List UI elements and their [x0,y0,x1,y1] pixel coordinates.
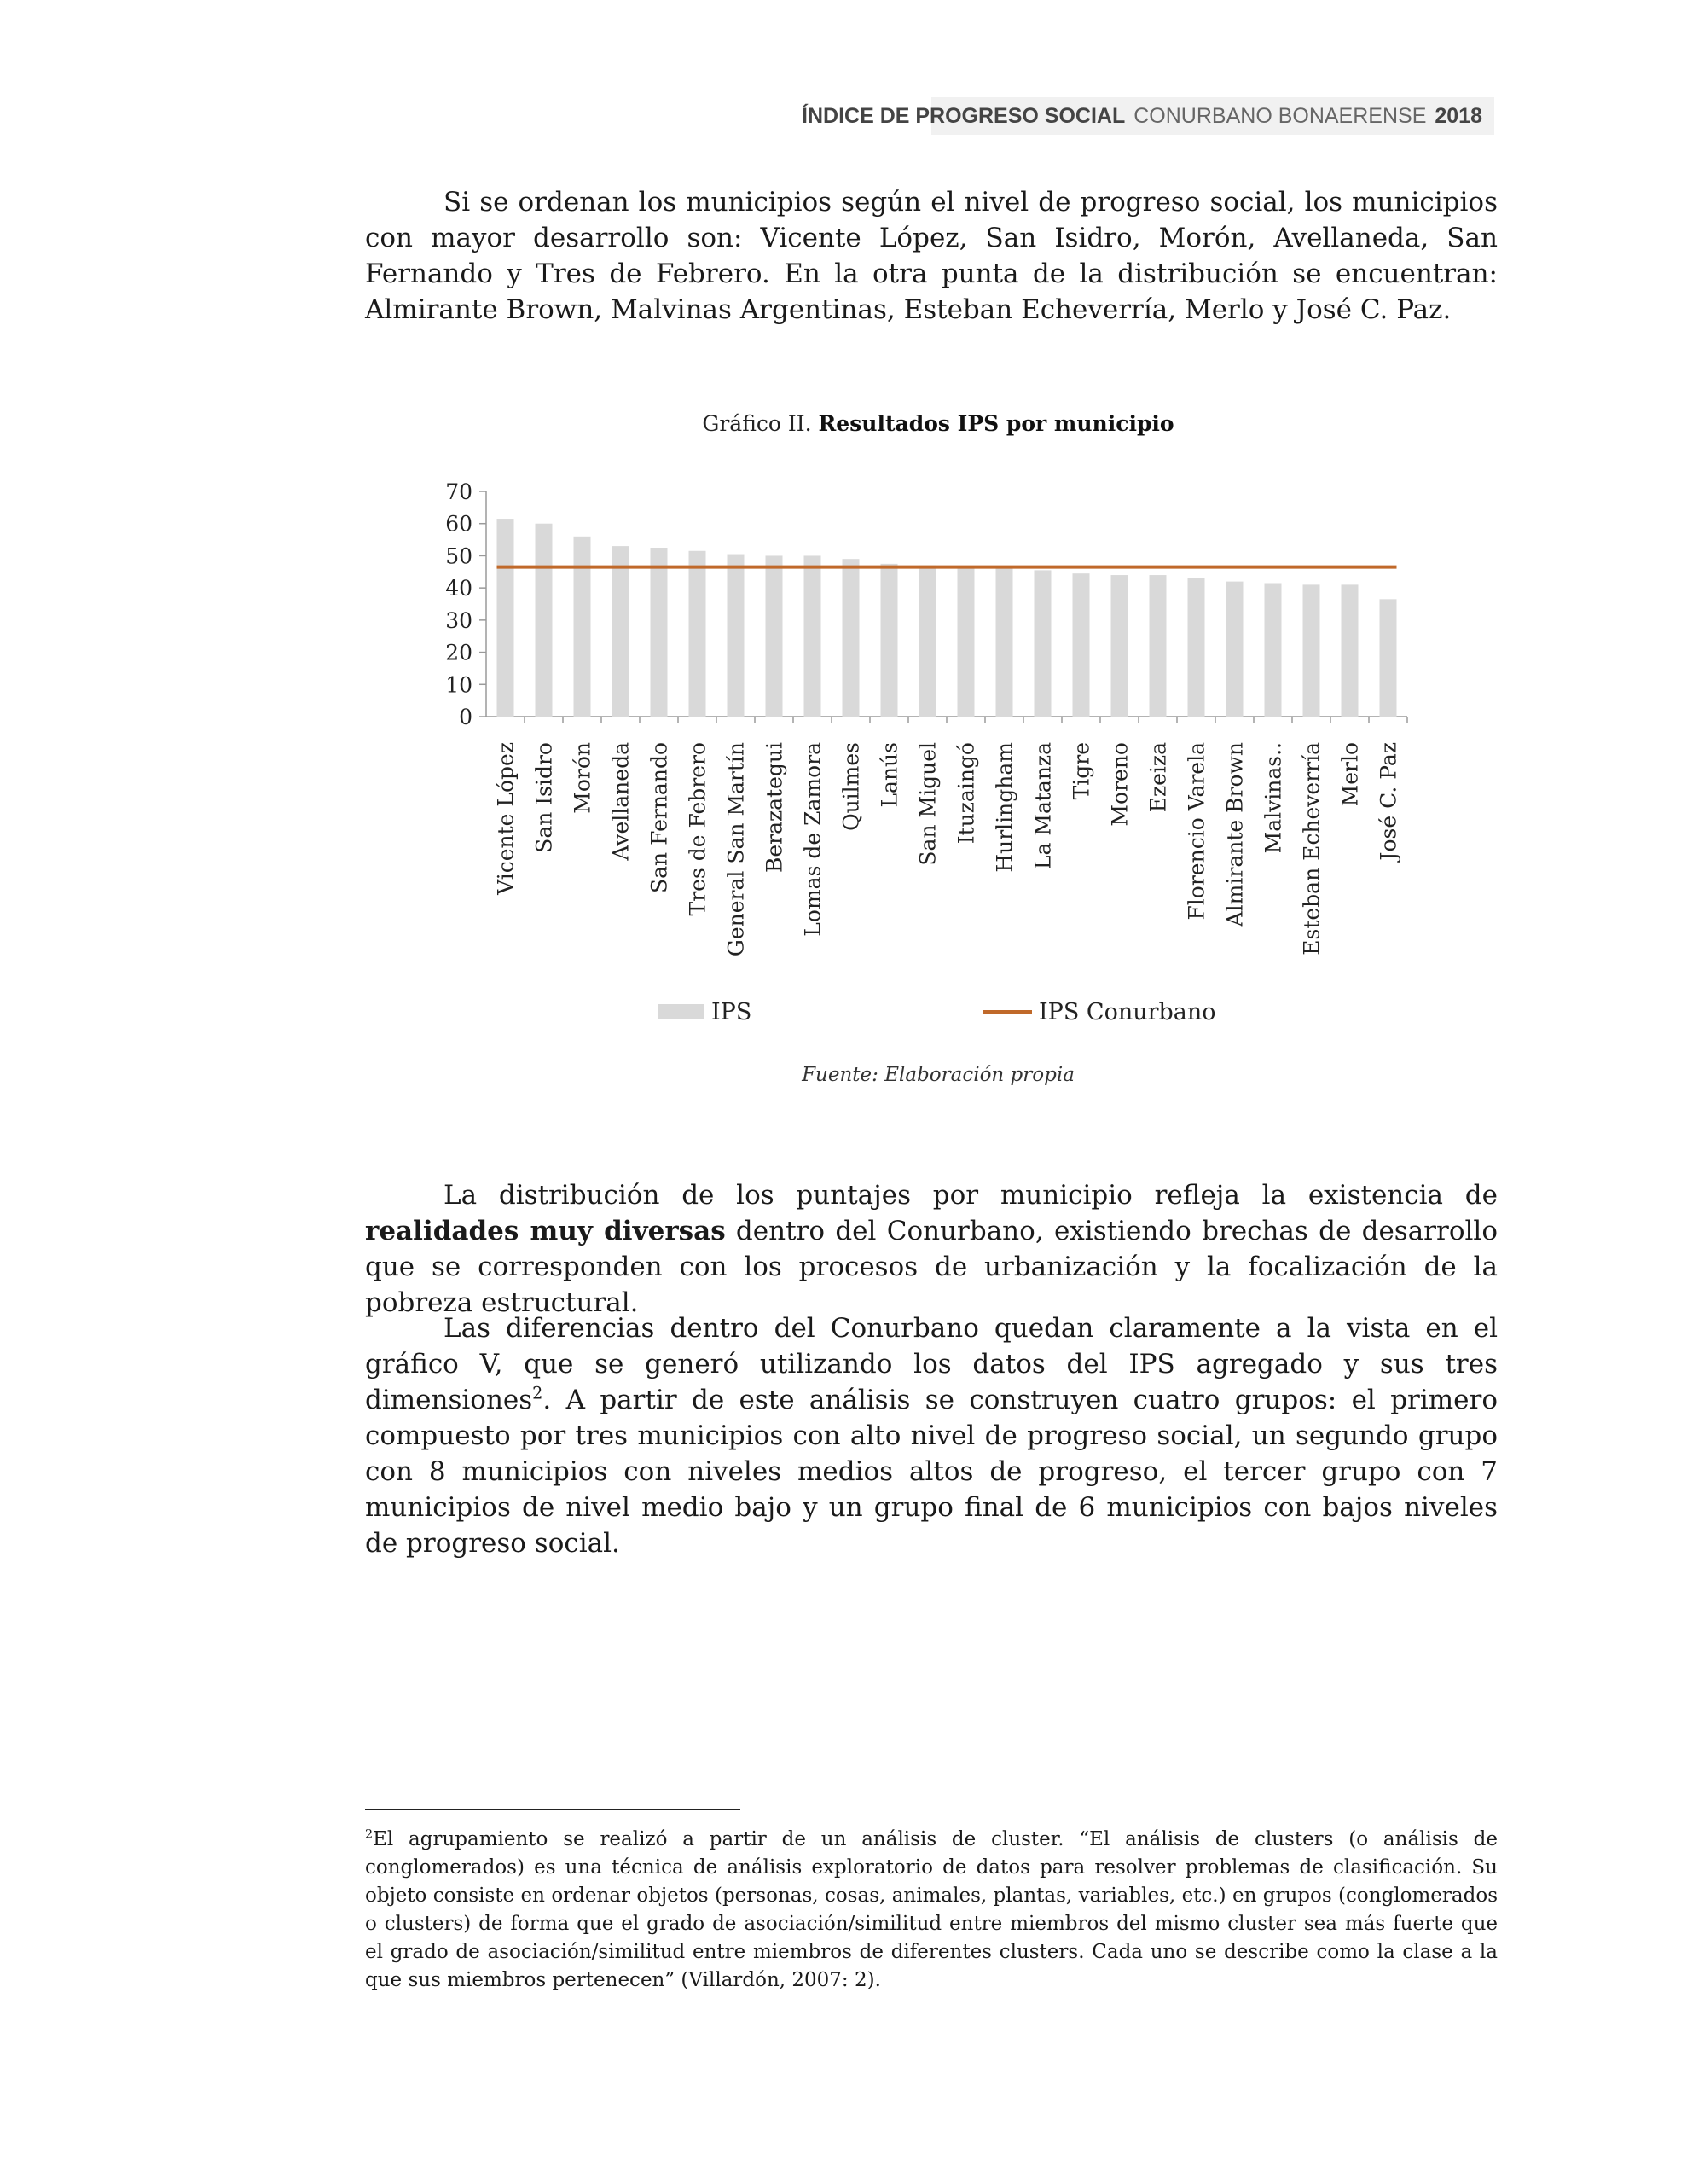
y-tick-label: 20 [445,640,472,665]
y-tick-label: 0 [459,705,472,729]
paragraph-2 [365,1177,1498,1321]
x-tick-label: Tigre [1069,742,1094,800]
footnote [365,1826,1498,1995]
bar [689,551,706,717]
paragraph-1 [365,184,1498,328]
figure-caption-prefix: Gráfico II. [702,411,819,436]
bar [919,566,936,717]
x-tick-label: José C. Paz [1376,742,1401,861]
x-tick-label: San Fernando [646,742,672,893]
figure-source: Fuente: Elaboración propia [802,1064,1075,1086]
x-tick-label: Ezeiza [1145,742,1171,813]
footnote-divider [365,1809,740,1810]
y-tick-label: 10 [445,672,472,698]
figure-caption-title: Resultados IPS por municipio [818,411,1174,436]
bar [881,564,898,717]
bar [651,548,668,717]
bar [1342,584,1359,717]
bar [1111,575,1128,717]
paragraph-1-text: Si se ordenan los municipios según el nivel de progreso social, los municipios con mayor desarrollo son: Vicente López, San Isidro, Morón, Avellaneda, San Fernando y Tres de Febrero. En la otra punta de la distribución se encuentran: Almirante Brown, Malvinas Argentinas, Esteban Echeverría, Merlo y José C. Paz. [365,187,1498,325]
bar [1265,583,1282,717]
footnote-text: El agrupamiento se realizó a partir de un análisis de cluster. “El análisis de clusters (o análisis de conglomerados) es una técnica de análisis exploratorio de datos para resolver problemas de clasificación. Su objeto consiste en ordenar objetos (personas, cosas, animales, plantas, variables, etc.) en grupos (conglomerados o clusters) de forma que el grado de asociación/similitud entre miembros del mismo cluster sea más fuerte que el grado de asociación/similitud entre miembros de diferentes clusters. Cada uno se describe como la clase a la que sus miembros pertenecen” (Villardón, 2007: 2). [365,1828,1498,1991]
y-tick-label: 30 [445,607,472,633]
bar [536,524,553,717]
x-tick-label: Lomas de Zamora [800,742,826,937]
legend-ips-label: IPS [711,999,752,1025]
bar [574,537,591,717]
x-tick-label: San Isidro [531,742,557,853]
bar [996,569,1013,717]
paragraph-2-text-pre: La distribución de los puntajes por municipio refleja la existencia de [443,1180,1498,1211]
x-tick-label: Malvinas.. [1261,742,1286,854]
x-tick-label: Vicente López [493,742,519,895]
page-header [802,97,1494,135]
header-subtitle: CONURBANO BONAERENSE [1133,103,1427,128]
bar [958,567,975,717]
x-tick-label: La Matanza [1030,742,1056,870]
footnote-ref: 2 [532,1383,543,1403]
x-tick-label: Almirante Brown [1222,742,1248,927]
x-tick-label: Morón [570,742,595,814]
bar [728,555,745,717]
bar [1035,570,1052,717]
x-tick-label: Quilmes [838,742,864,831]
paragraph-2-text-post: dentro del Conurbano, existiendo brechas de desarrollo que se corresponden con los procesos de urbanización y la focalización de la pobreza estructural. [365,1216,1498,1318]
figure-caption [597,411,1279,436]
y-tick-label: 70 [445,479,472,504]
legend-conurbano-label: IPS Conurbano [1039,999,1216,1025]
x-tick-label: General San Martín [723,742,749,957]
x-tick-label: Berazategui [762,742,787,874]
x-tick-label: Ituzaingó [954,742,979,845]
y-tick-label: 40 [445,576,472,601]
bar [1073,573,1090,717]
x-tick-label: Moreno [1107,742,1133,827]
footnote-number: 2 [365,1827,374,1842]
paragraph-3 [365,1310,1498,1561]
bar [1380,599,1397,717]
x-tick-label: Florencio Varela [1184,742,1209,921]
x-tick-label: Lanús [877,742,902,808]
bar [1188,578,1205,717]
x-tick-label: Avellaneda [608,742,634,861]
bar [843,559,860,717]
header-year: 2018 [1435,103,1482,128]
x-tick-label: Merlo [1337,742,1363,807]
y-tick-label: 50 [445,543,472,569]
bar [1150,575,1167,717]
header-title: ÍNDICE DE PROGRESO SOCIAL [802,103,1126,128]
bar [1226,582,1244,717]
paragraph-3-text-pre: Las diferencias dentro del Conurbano quedan claramente a la vista en el gráfico V, que se generó utilizando los datos del IPS agregado y sus tres dimensiones [365,1313,1498,1415]
bar [1303,584,1320,717]
legend-ips-swatch [658,1004,704,1019]
bar [804,555,821,717]
x-tick-label: Esteban Echeverría [1299,742,1325,956]
y-tick-label: 60 [445,511,472,537]
ips-bar-chart [401,478,1424,1058]
paragraph-3-text-post: . A partir de este análisis se construyen cuatro grupos: el primero compuesto por tres municipios con alto nivel de progreso social, un segundo grupo con 8 municipios con niveles medios altos de progreso, el tercer grupo con 7 municipios de nivel medio bajo y un grupo final de 6 municipios con bajos niveles de progreso social. [365,1385,1498,1559]
bar [497,519,514,717]
x-tick-label: Hurlingham [992,742,1017,873]
x-tick-label: San Miguel [915,742,941,866]
x-tick-label: Tres de Febrero [685,742,710,916]
bar [612,546,629,717]
bar [766,555,783,717]
paragraph-2-emphasis: realidades muy diversas [365,1216,726,1246]
